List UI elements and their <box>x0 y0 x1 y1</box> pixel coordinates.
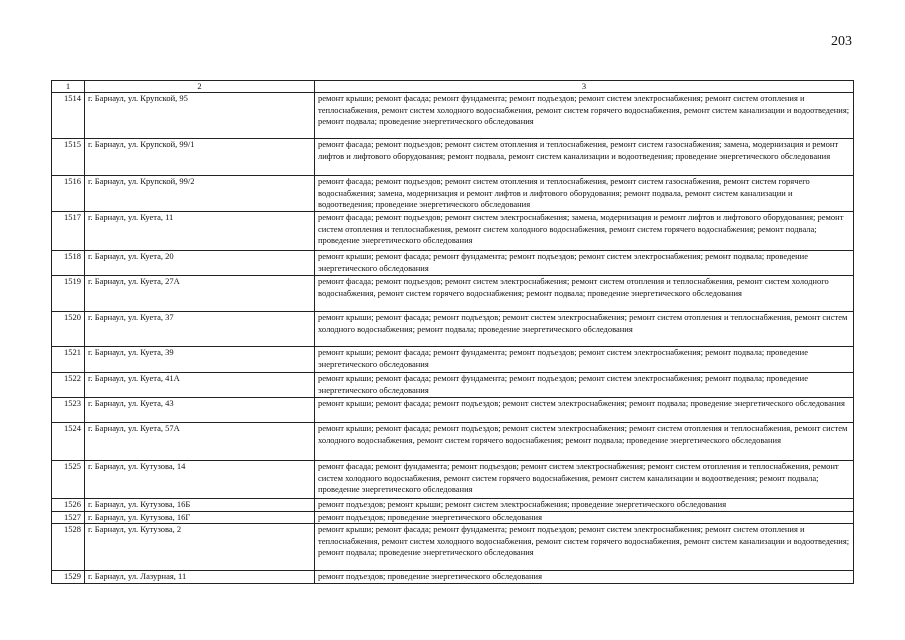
row-number: 1517 <box>52 212 85 251</box>
row-number: 1526 <box>52 499 85 512</box>
row-works: ремонт подъездов; проведение энергетического обследования <box>315 511 854 524</box>
row-works: ремонт фасада; ремонт подъездов; ремонт систем электроснабжения; ремонт систем отопления и теплоснабжения, ремонт систем холодного водоснабжения, ремонт систем горячего водоснабжения; ремонт подвала; проведение энергетического обследования <box>315 276 854 312</box>
row-address: г. Барнаул, ул. Куета, 57А <box>85 423 315 461</box>
row-number: 1525 <box>52 461 85 499</box>
row-address: г. Барнаул, ул. Лазурная, 11 <box>85 571 315 584</box>
row-address: г. Барнаул, ул. Кутузова, 14 <box>85 461 315 499</box>
row-address: г. Барнаул, ул. Куета, 39 <box>85 347 315 373</box>
table-row <box>52 461 854 499</box>
table-row <box>52 212 854 251</box>
row-address: г. Барнаул, ул. Куета, 41А <box>85 373 315 398</box>
row-number: 1518 <box>52 251 85 276</box>
row-works: ремонт крыши; ремонт фасада; ремонт подъездов; ремонт систем электроснабжения; ремонт систем отопления и теплоснабжения, ремонт систем холодного водоснабжения, ремонт систем горячего водоснабжения; ремонт подвала; проведение энергетического обследования <box>315 423 854 461</box>
table-row <box>52 499 854 512</box>
table-row <box>52 347 854 373</box>
row-address: г. Барнаул, ул. Кутузова, 16Г <box>85 511 315 524</box>
table-row <box>52 93 854 139</box>
row-address: г. Барнаул, ул. Куета, 43 <box>85 398 315 423</box>
row-address: г. Барнаул, ул. Кутузова, 2 <box>85 524 315 571</box>
row-works: ремонт фасада; ремонт подъездов; ремонт систем отопления и теплоснабжения, ремонт систем газоснабжения; замена, модернизация и ремонт лифтов и лифтового оборудования; ремонт подвала, ремонт систем канализации и водоотведения; проведение энергетического обследования <box>315 139 854 176</box>
row-address: г. Барнаул, ул. Крупской, 95 <box>85 93 315 139</box>
row-works: ремонт подъездов; проведение энергетического обследования <box>315 571 854 584</box>
table-row <box>52 251 854 276</box>
column-header-address: 2 <box>85 81 315 93</box>
row-address: г. Барнаул, ул. Крупской, 99/1 <box>85 139 315 176</box>
row-address: г. Барнаул, ул. Куета, 37 <box>85 312 315 347</box>
row-number: 1520 <box>52 312 85 347</box>
table-row <box>52 398 854 423</box>
table-header-row <box>52 81 854 93</box>
row-address: г. Барнаул, ул. Куета, 20 <box>85 251 315 276</box>
table-row <box>52 511 854 524</box>
row-works: ремонт крыши; ремонт фасада; ремонт фундамента; ремонт подъездов; ремонт систем электроснабжения; ремонт подвала; проведение энергетического обследования <box>315 251 854 276</box>
row-works: ремонт фасада; ремонт подъездов; ремонт систем электроснабжения; замена, модернизация и ремонт лифтов и лифтового оборудования; ремонт систем отопления и теплоснабжения, ремонт систем холодного водоснабжения, ремонт систем горячего водоснабжения; ремонт подвала; проведение энергетического обследования <box>315 212 854 251</box>
table-row <box>52 276 854 312</box>
row-works: ремонт крыши; ремонт фасада; ремонт фундамента; ремонт подъездов; ремонт систем электроснабжения; ремонт систем отопления и теплоснабжения, ремонт систем холодного водоснабжения, ремонт систем горячего водоснабжения, ремонт систем канализации и водоотведения; ремонт подвала; проведение энергетического обследования <box>315 524 854 571</box>
row-works: ремонт крыши; ремонт фасада; ремонт фундамента; ремонт подъездов; ремонт систем электроснабжения; ремонт систем отопления и теплоснабжения, ремонт систем холодного водоснабжения, ремонт систем горячего водоснабжения, ремонт систем канализации и водоотведения; ремонт подвала; проведение энергетического обследования <box>315 93 854 139</box>
row-number: 1523 <box>52 398 85 423</box>
row-number: 1514 <box>52 93 85 139</box>
row-number: 1522 <box>52 373 85 398</box>
table-row <box>52 139 854 176</box>
table-row <box>52 373 854 398</box>
row-address: г. Барнаул, ул. Кутузова, 16Б <box>85 499 315 512</box>
row-number: 1528 <box>52 524 85 571</box>
row-number: 1527 <box>52 511 85 524</box>
row-number: 1515 <box>52 139 85 176</box>
row-number: 1516 <box>52 176 85 212</box>
row-address: г. Барнаул, ул. Крупской, 99/2 <box>85 176 315 212</box>
row-number: 1521 <box>52 347 85 373</box>
column-header-works: 3 <box>315 81 854 93</box>
row-number: 1529 <box>52 571 85 584</box>
table-row <box>52 524 854 571</box>
table-row <box>52 176 854 212</box>
row-works: ремонт крыши; ремонт фасада; ремонт подъездов; ремонт систем электроснабжения; ремонт систем отопления и теплоснабжения, ремонт систем холодного водоснабжения; ремонт подвала; проведение энергетического обследования <box>315 312 854 347</box>
table-row <box>52 423 854 461</box>
row-works: ремонт фасада; ремонт фундамента; ремонт подъездов; ремонт систем электроснабжения; ремонт систем отопления и теплоснабжения, ремонт систем холодного водоснабжения, ремонт систем горячего водоснабжения, ремонт систем канализации и водоотведения; ремонт подвала; проведение энергетического обследования <box>315 461 854 499</box>
row-address: г. Барнаул, ул. Куета, 27А <box>85 276 315 312</box>
row-number: 1524 <box>52 423 85 461</box>
row-works: ремонт крыши; ремонт фасада; ремонт фундамента; ремонт подъездов; ремонт систем электроснабжения; ремонт подвала; проведение энергетического обследования <box>315 347 854 373</box>
row-works: ремонт фасада; ремонт подъездов; ремонт систем отопления и теплоснабжения, ремонт систем газоснабжения, ремонт систем горячего водоснабжения; замена, модернизация и ремонт лифтов и лифтового оборудования; ремонт подвала, ремонт систем канализации и водоотведения; проведение энергетического обследования <box>315 176 854 212</box>
row-address: г. Барнаул, ул. Куета, 11 <box>85 212 315 251</box>
table-row <box>52 571 854 584</box>
repair-works-table <box>51 80 854 584</box>
table-row <box>52 312 854 347</box>
row-number: 1519 <box>52 276 85 312</box>
page-number: 203 <box>831 34 852 49</box>
column-header-number: 1 <box>52 81 85 93</box>
row-works: ремонт крыши; ремонт фасада; ремонт подъездов; ремонт систем электроснабжения; ремонт подвала; проведение энергетического обследования <box>315 398 854 423</box>
row-works: ремонт крыши; ремонт фасада; ремонт фундамента; ремонт подъездов; ремонт систем электроснабжения; ремонт подвала; проведение энергетического обследования <box>315 373 854 398</box>
row-works: ремонт подъездов; ремонт крыши; ремонт систем электроснабжения; проведение энергетического обследования <box>315 499 854 512</box>
